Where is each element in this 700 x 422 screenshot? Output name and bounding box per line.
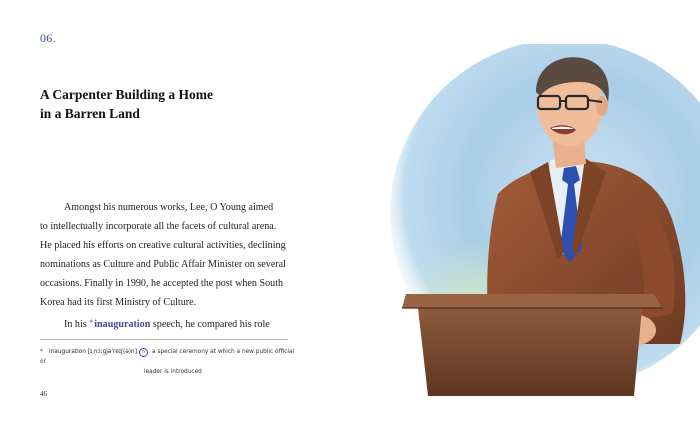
podium-body: [418, 308, 642, 396]
part-of-speech-badge: n: [139, 348, 148, 357]
title-line-2: in a Barren Land: [40, 106, 140, 121]
vocab-asterisk: *: [89, 317, 94, 327]
speaker-illustration: [380, 44, 700, 404]
vocab-word-inauguration: inauguration: [94, 318, 151, 330]
podium-top: [402, 294, 662, 308]
footnote: [40, 347, 300, 377]
body-text-prefix: In his: [64, 318, 87, 330]
page-number: 46: [40, 390, 47, 398]
title-line-1: A Carpenter Building a Home: [40, 87, 214, 102]
body-line: nominations as Culture and Public Affair Minister on several: [40, 259, 286, 271]
footnote-divider: [40, 339, 288, 340]
body-line: Amongst his numerous works, Lee, O Young aimed: [64, 202, 274, 213]
page-title: [40, 85, 300, 123]
footnote-asterisk: *: [40, 349, 43, 355]
body-line: Korea had its first Ministry of Culture.: [40, 297, 197, 309]
body-text: [40, 198, 340, 334]
body-line: occasions. Finally in 1990, he accepted the post when South: [40, 278, 284, 290]
body-line-vocab: [40, 313, 340, 334]
ear: [596, 96, 608, 116]
body-line: He placed his efforts on creative cultural activities, declining: [40, 240, 286, 252]
footnote-definition-line-2: leader is introduced: [144, 369, 202, 375]
footnote-definition-line-1: a special ceremony at which a new public official or: [40, 349, 295, 365]
body-line: to intellectually incorporate all the facets of cultural arena.: [40, 221, 277, 233]
footnote-word: inauguration [ɪˌnɔːɡjəˈreɪʃ(ə)n]: [49, 349, 137, 355]
body-text-suffix: speech, he compared his role: [152, 318, 270, 330]
chapter-number: 06.: [40, 31, 56, 45]
